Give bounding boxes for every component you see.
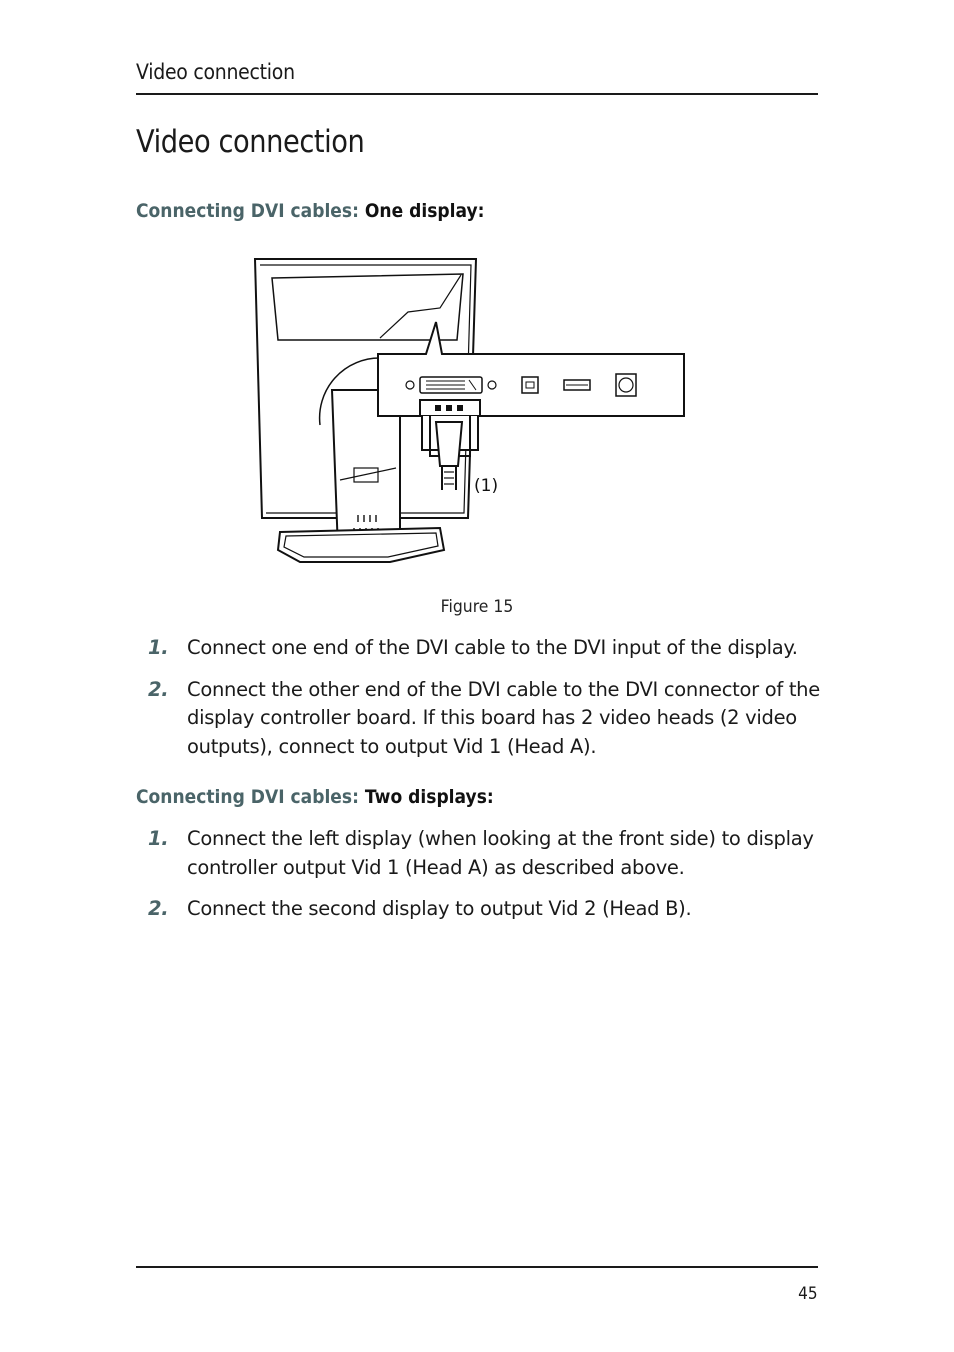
- page-title: Video connection: [136, 124, 365, 160]
- header-rule: [136, 93, 818, 95]
- list-item: [136, 676, 826, 762]
- section-heading-one-display: [136, 200, 485, 222]
- step-number: 2.: [148, 677, 169, 701]
- page-number: 45: [798, 1284, 818, 1304]
- list-item: [136, 825, 826, 882]
- footer-rule: [136, 1266, 818, 1268]
- figure-dvi-connection: [250, 250, 690, 575]
- step-text: Connect the left display (when looking at the front side) to display controller output Vid 1 (Head A) as described above.: [187, 827, 814, 879]
- steps-two-displays: [136, 825, 826, 937]
- step-number: 1.: [148, 636, 169, 659]
- list-item: [136, 895, 826, 924]
- step-text: Connect the second display to output Vid 2 (Head B).: [187, 897, 692, 920]
- monitor-rear-illustration: [250, 250, 690, 575]
- section-lead: Connecting DVI cables:: [136, 786, 359, 808]
- step-text: Connect the other end of the DVI cable to the DVI connector of the display controller board. If this board has 2 video heads (2 video outputs), connect to output Vid 1 (Head A).: [187, 677, 820, 758]
- step-number: 1.: [148, 827, 169, 850]
- section-heading-two-displays: [136, 786, 494, 808]
- running-header: Video connection: [136, 60, 295, 84]
- list-item: [136, 634, 826, 663]
- section-subtitle: Two displays:: [364, 786, 494, 808]
- step-text: Connect one end of the DVI cable to the DVI input of the display.: [187, 636, 798, 659]
- callout-label: (1): [474, 476, 499, 496]
- section-lead: Connecting DVI cables:: [136, 200, 359, 222]
- step-number: 2.: [148, 897, 169, 920]
- section-subtitle: One display:: [364, 200, 485, 222]
- figure-caption: Figure 15: [440, 597, 514, 617]
- steps-one-display: [136, 634, 826, 774]
